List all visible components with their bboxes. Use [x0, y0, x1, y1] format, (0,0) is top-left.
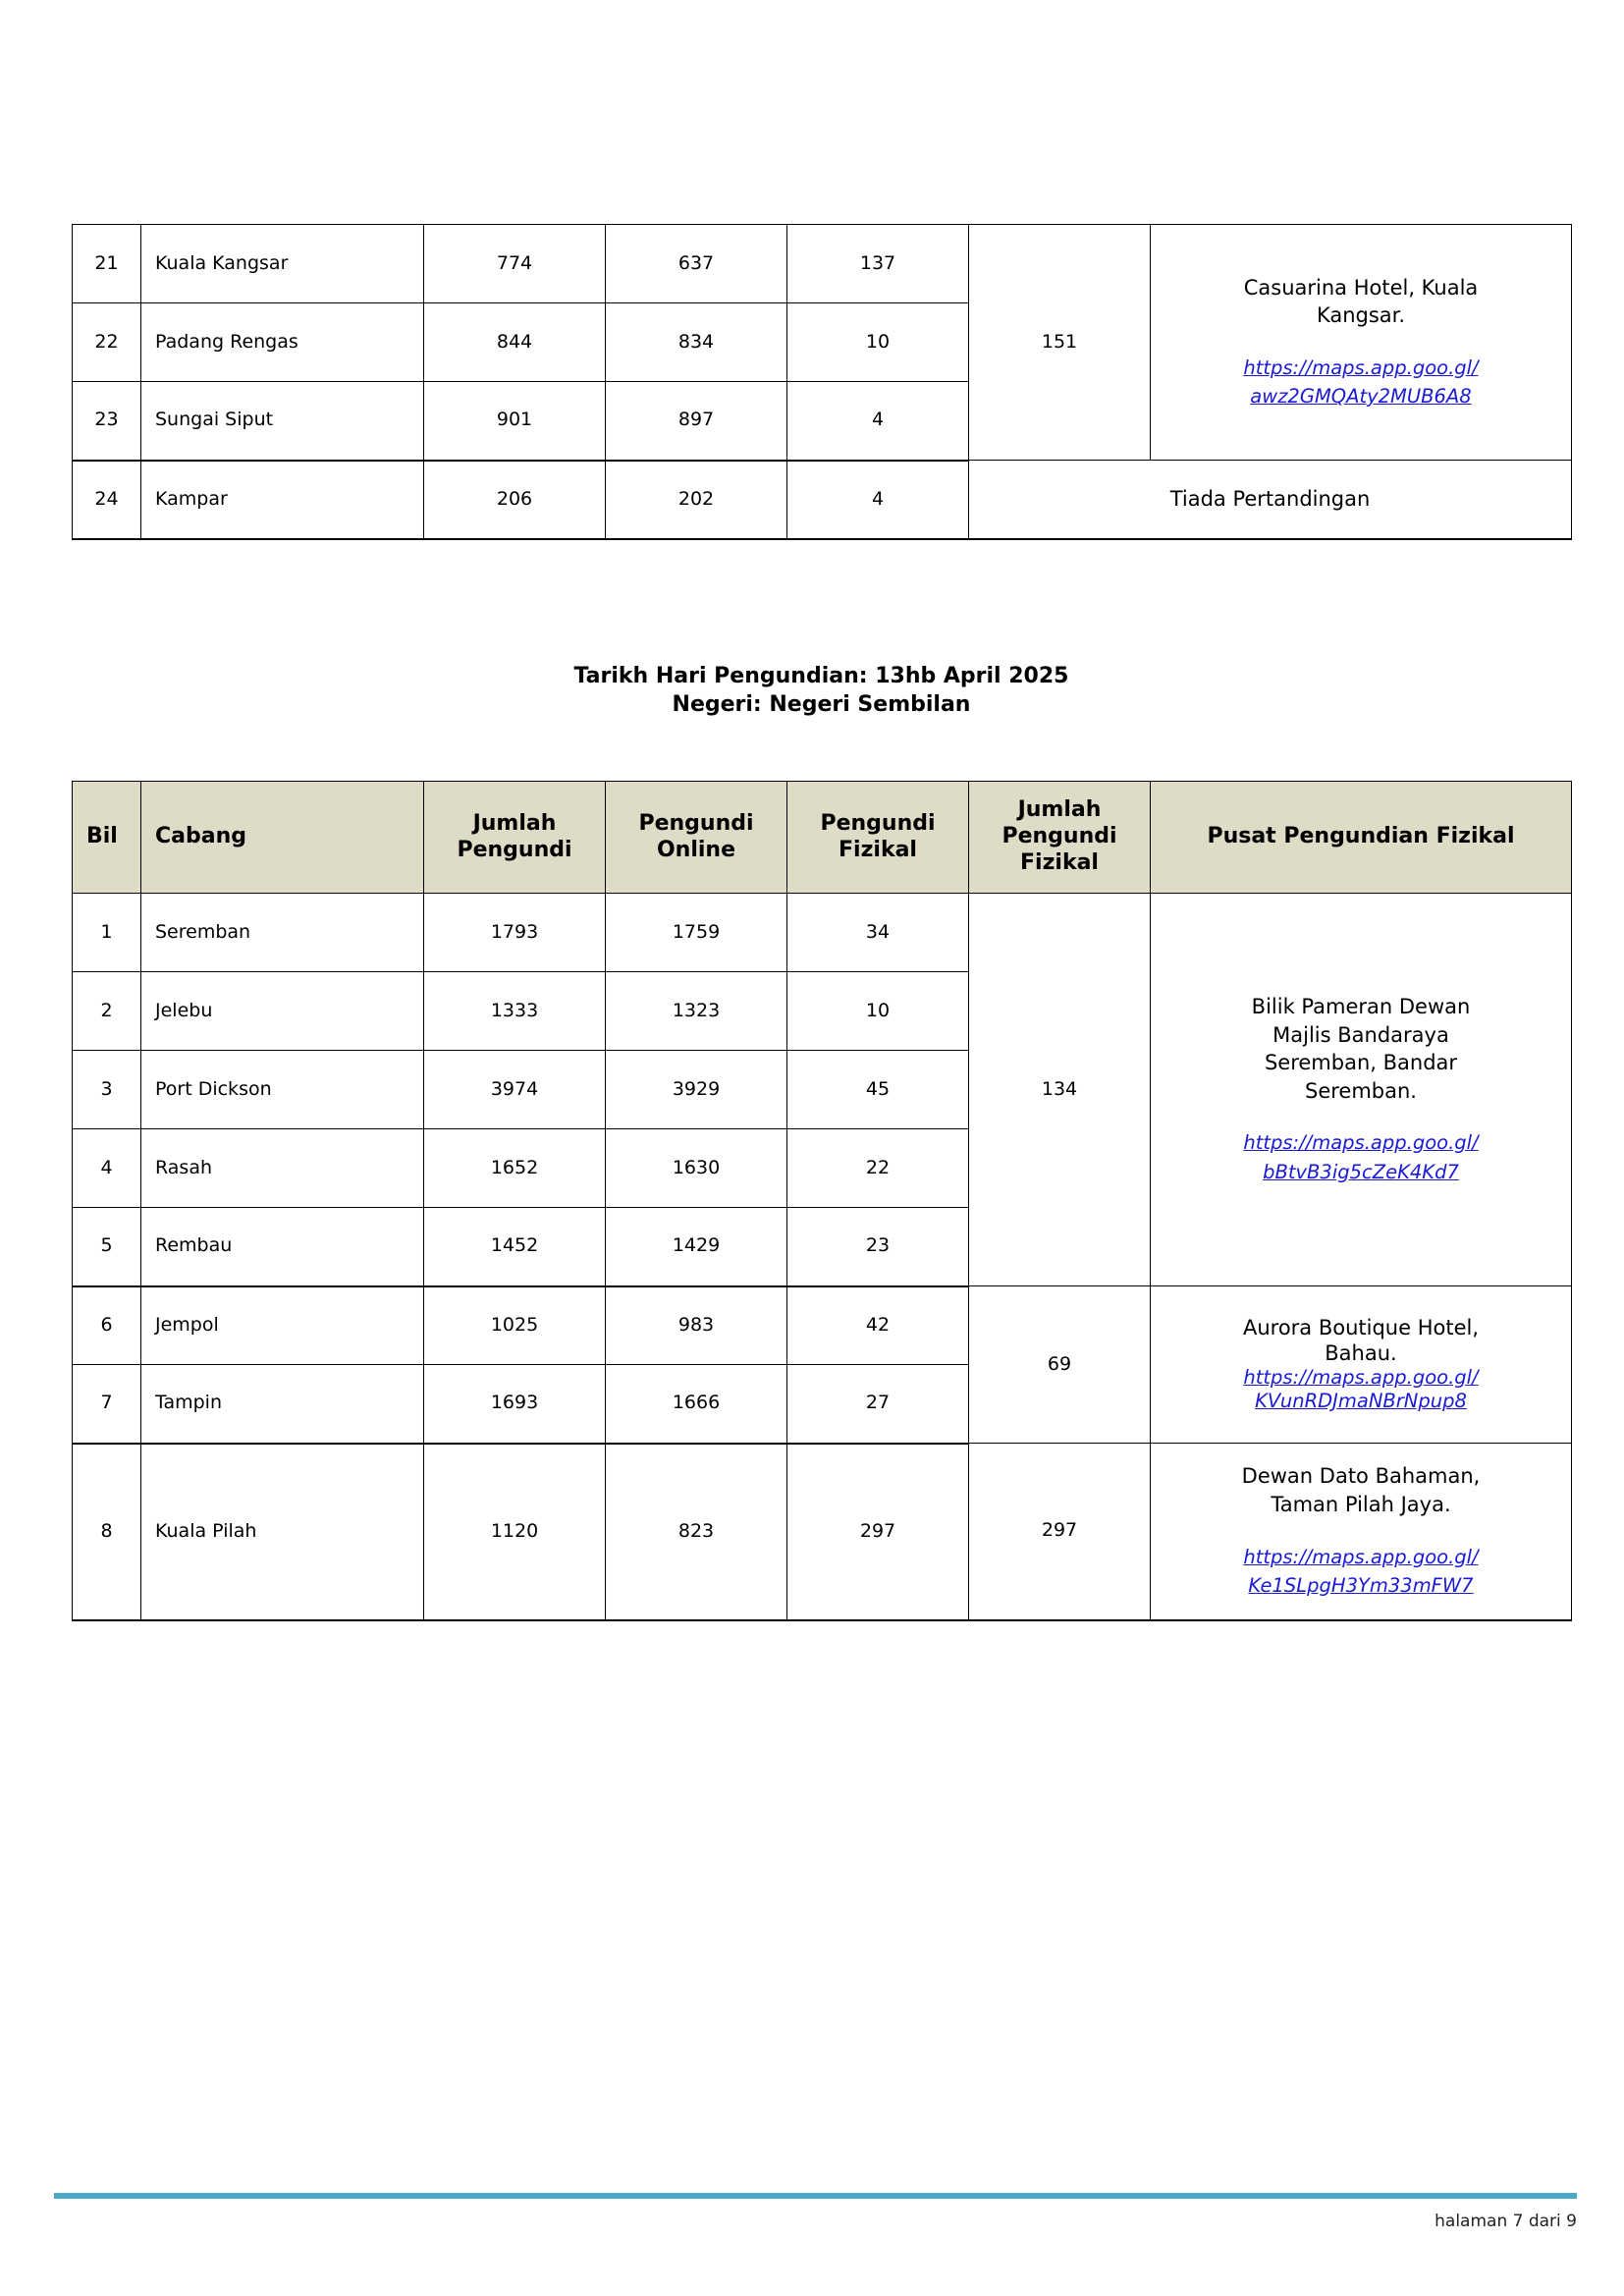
cell-pengundi-online: 1429 [606, 1208, 787, 1286]
cell-pengundi-online: 1759 [606, 894, 787, 972]
cell-cabang: Seremban [141, 894, 424, 972]
cell-bil: 3 [73, 1051, 141, 1129]
cell-jumlah-pengundi: 206 [424, 461, 606, 539]
header-pengundi-fizikal: Pengundi Fizikal [787, 782, 969, 894]
page-number: halaman 7 dari 9 [1435, 2212, 1577, 2231]
map-link-part[interactable]: KVunRDJmaNBrNpup8 [1255, 1390, 1467, 1413]
cell-bil: 6 [73, 1286, 141, 1365]
table-row [73, 225, 1572, 303]
cell-bil: 1 [73, 894, 141, 972]
header-pusat-pengundian: Pusat Pengundian Fizikal [1151, 782, 1572, 894]
cell-pengundi-fizikal: 10 [787, 972, 969, 1051]
header-jumlah-pengundi: Jumlah Pengundi [424, 782, 606, 894]
map-link-part[interactable]: https://maps.app.goo.gl/ [1243, 355, 1479, 379]
cell-pengundi-online: 823 [606, 1444, 787, 1620]
cell-jumlah-pengundi: 901 [424, 382, 606, 461]
venue-name-line: Majlis Bandaraya [1272, 1022, 1449, 1047]
venue-name-line: Taman Pilah Jaya. [1271, 1493, 1451, 1516]
table-body [73, 225, 1572, 539]
cell-jumlah-pengundi: 1693 [424, 1365, 606, 1444]
cell-jumlah-pengundi-fizikal: 134 [969, 894, 1151, 1286]
table-row [73, 894, 1572, 972]
cell-pusat-pengundian [1151, 1286, 1572, 1444]
cell-cabang: Kuala Kangsar [141, 225, 424, 303]
venue-name-line: Seremban. [1305, 1078, 1417, 1103]
header-row [73, 782, 1572, 894]
cell-pengundi-fizikal: 34 [787, 894, 969, 972]
cell-bil: 22 [73, 303, 141, 382]
header-jumlah-pengundi-fizikal: Jumlah Pengundi Fizikal [969, 782, 1151, 894]
map-link[interactable] [1161, 1366, 1561, 1413]
cell-cabang: Kampar [141, 461, 424, 539]
cell-pengundi-online: 202 [606, 461, 787, 539]
cell-jumlah-pengundi: 1793 [424, 894, 606, 972]
venue-name-line: Seremban, Bandar [1264, 1051, 1458, 1075]
section-heading [72, 662, 1571, 719]
cell-jumlah-pengundi: 1120 [424, 1444, 606, 1620]
cell-cabang: Kuala Pilah [141, 1444, 424, 1620]
cell-jumlah-pengundi: 1025 [424, 1286, 606, 1365]
cell-cabang: Jelebu [141, 972, 424, 1051]
cell-pengundi-fizikal: 4 [787, 382, 969, 461]
cell-pengundi-online: 3929 [606, 1051, 787, 1129]
map-link-part[interactable]: https://maps.app.goo.gl/ [1243, 1545, 1479, 1568]
cell-pengundi-fizikal: 42 [787, 1286, 969, 1365]
cell-jumlah-pengundi-fizikal: 297 [969, 1444, 1151, 1620]
footer-divider [54, 2193, 1577, 2199]
cell-pengundi-fizikal: 4 [787, 461, 969, 539]
venue-name-line: Casuarina Hotel, Kuala [1243, 275, 1479, 300]
cell-jumlah-pengundi: 774 [424, 225, 606, 303]
cell-no-contest-note: Tiada Pertandingan [969, 461, 1572, 539]
venue-name-line: Aurora Boutique Hotel, [1242, 1316, 1480, 1340]
map-link[interactable] [1164, 1128, 1557, 1186]
venue-spacer [1164, 1519, 1557, 1543]
heading-date: Tarikh Hari Pengundian: 13hb April 2025 [573, 664, 1069, 688]
cell-pengundi-fizikal: 297 [787, 1444, 969, 1620]
map-link-part[interactable]: Ke1SLpgH3Ym33mFW7 [1248, 1573, 1474, 1597]
cell-pengundi-online: 1666 [606, 1365, 787, 1444]
table-row [73, 1286, 1572, 1365]
venue-spacer [1164, 330, 1557, 354]
map-link-part[interactable]: bBtvB3ig5cZeK4Kd7 [1263, 1160, 1459, 1183]
cell-bil: 4 [73, 1129, 141, 1208]
cell-pengundi-fizikal: 137 [787, 225, 969, 303]
venue-name-line: Bahau. [1325, 1340, 1397, 1365]
header-cabang: Cabang [141, 782, 424, 894]
cell-bil: 21 [73, 225, 141, 303]
map-link-part[interactable]: awz2GMQAty2MUB6A8 [1250, 385, 1472, 409]
cell-jumlah-pengundi: 1652 [424, 1129, 606, 1208]
cell-pengundi-fizikal: 22 [787, 1129, 969, 1208]
map-link[interactable] [1164, 354, 1557, 411]
cell-cabang: Tampin [141, 1365, 424, 1444]
cell-cabang: Jempol [141, 1286, 424, 1365]
cell-pengundi-fizikal: 23 [787, 1208, 969, 1286]
table-row [73, 1444, 1572, 1620]
cell-pengundi-online: 1630 [606, 1129, 787, 1208]
map-link-part[interactable]: https://maps.app.goo.gl/ [1243, 1131, 1479, 1155]
cell-cabang: Sungai Siput [141, 382, 424, 461]
table-negeri-sembilan [72, 781, 1572, 1621]
cell-jumlah-pengundi: 3974 [424, 1051, 606, 1129]
table-perak-continuation [72, 224, 1572, 540]
cell-bil: 23 [73, 382, 141, 461]
cell-pengundi-online: 983 [606, 1286, 787, 1365]
cell-jumlah-pengundi: 844 [424, 303, 606, 382]
cell-jumlah-pengundi-fizikal: 151 [969, 225, 1151, 461]
cell-pengundi-fizikal: 45 [787, 1051, 969, 1129]
cell-cabang: Padang Rengas [141, 303, 424, 382]
cell-pusat-pengundian [1151, 225, 1572, 461]
cell-pengundi-fizikal: 27 [787, 1365, 969, 1444]
cell-cabang: Port Dickson [141, 1051, 424, 1129]
cell-pengundi-online: 834 [606, 303, 787, 382]
header-pengundi-online: Pengundi Online [606, 782, 787, 894]
venue-spacer [1164, 1105, 1557, 1128]
table-header [73, 782, 1572, 894]
cell-bil: 2 [73, 972, 141, 1051]
venue-name-line: Bilik Pameran Dewan [1251, 995, 1471, 1019]
map-link-part[interactable]: https://maps.app.goo.gl/ [1243, 1366, 1479, 1390]
cell-bil: 7 [73, 1365, 141, 1444]
header-bil: Bil [73, 782, 141, 894]
cell-bil: 24 [73, 461, 141, 539]
cell-jumlah-pengundi: 1452 [424, 1208, 606, 1286]
heading-state: Negeri: Negeri Sembilan [672, 692, 971, 718]
cell-bil: 5 [73, 1208, 141, 1286]
cell-cabang: Rasah [141, 1129, 424, 1208]
map-link[interactable] [1164, 1543, 1557, 1601]
cell-cabang: Rembau [141, 1208, 424, 1286]
cell-bil: 8 [73, 1444, 141, 1620]
cell-pengundi-fizikal: 10 [787, 303, 969, 382]
venue-name-line: Dewan Dato Bahaman, [1241, 1464, 1481, 1489]
cell-pengundi-online: 897 [606, 382, 787, 461]
cell-pengundi-online: 637 [606, 225, 787, 303]
cell-jumlah-pengundi: 1333 [424, 972, 606, 1051]
table-body [73, 894, 1572, 1620]
cell-pusat-pengundian [1151, 894, 1572, 1286]
cell-pengundi-online: 1323 [606, 972, 787, 1051]
cell-jumlah-pengundi-fizikal: 69 [969, 1286, 1151, 1444]
cell-pusat-pengundian [1151, 1444, 1572, 1620]
venue-name-line: Kangsar. [1316, 303, 1406, 328]
table-row [73, 461, 1572, 539]
